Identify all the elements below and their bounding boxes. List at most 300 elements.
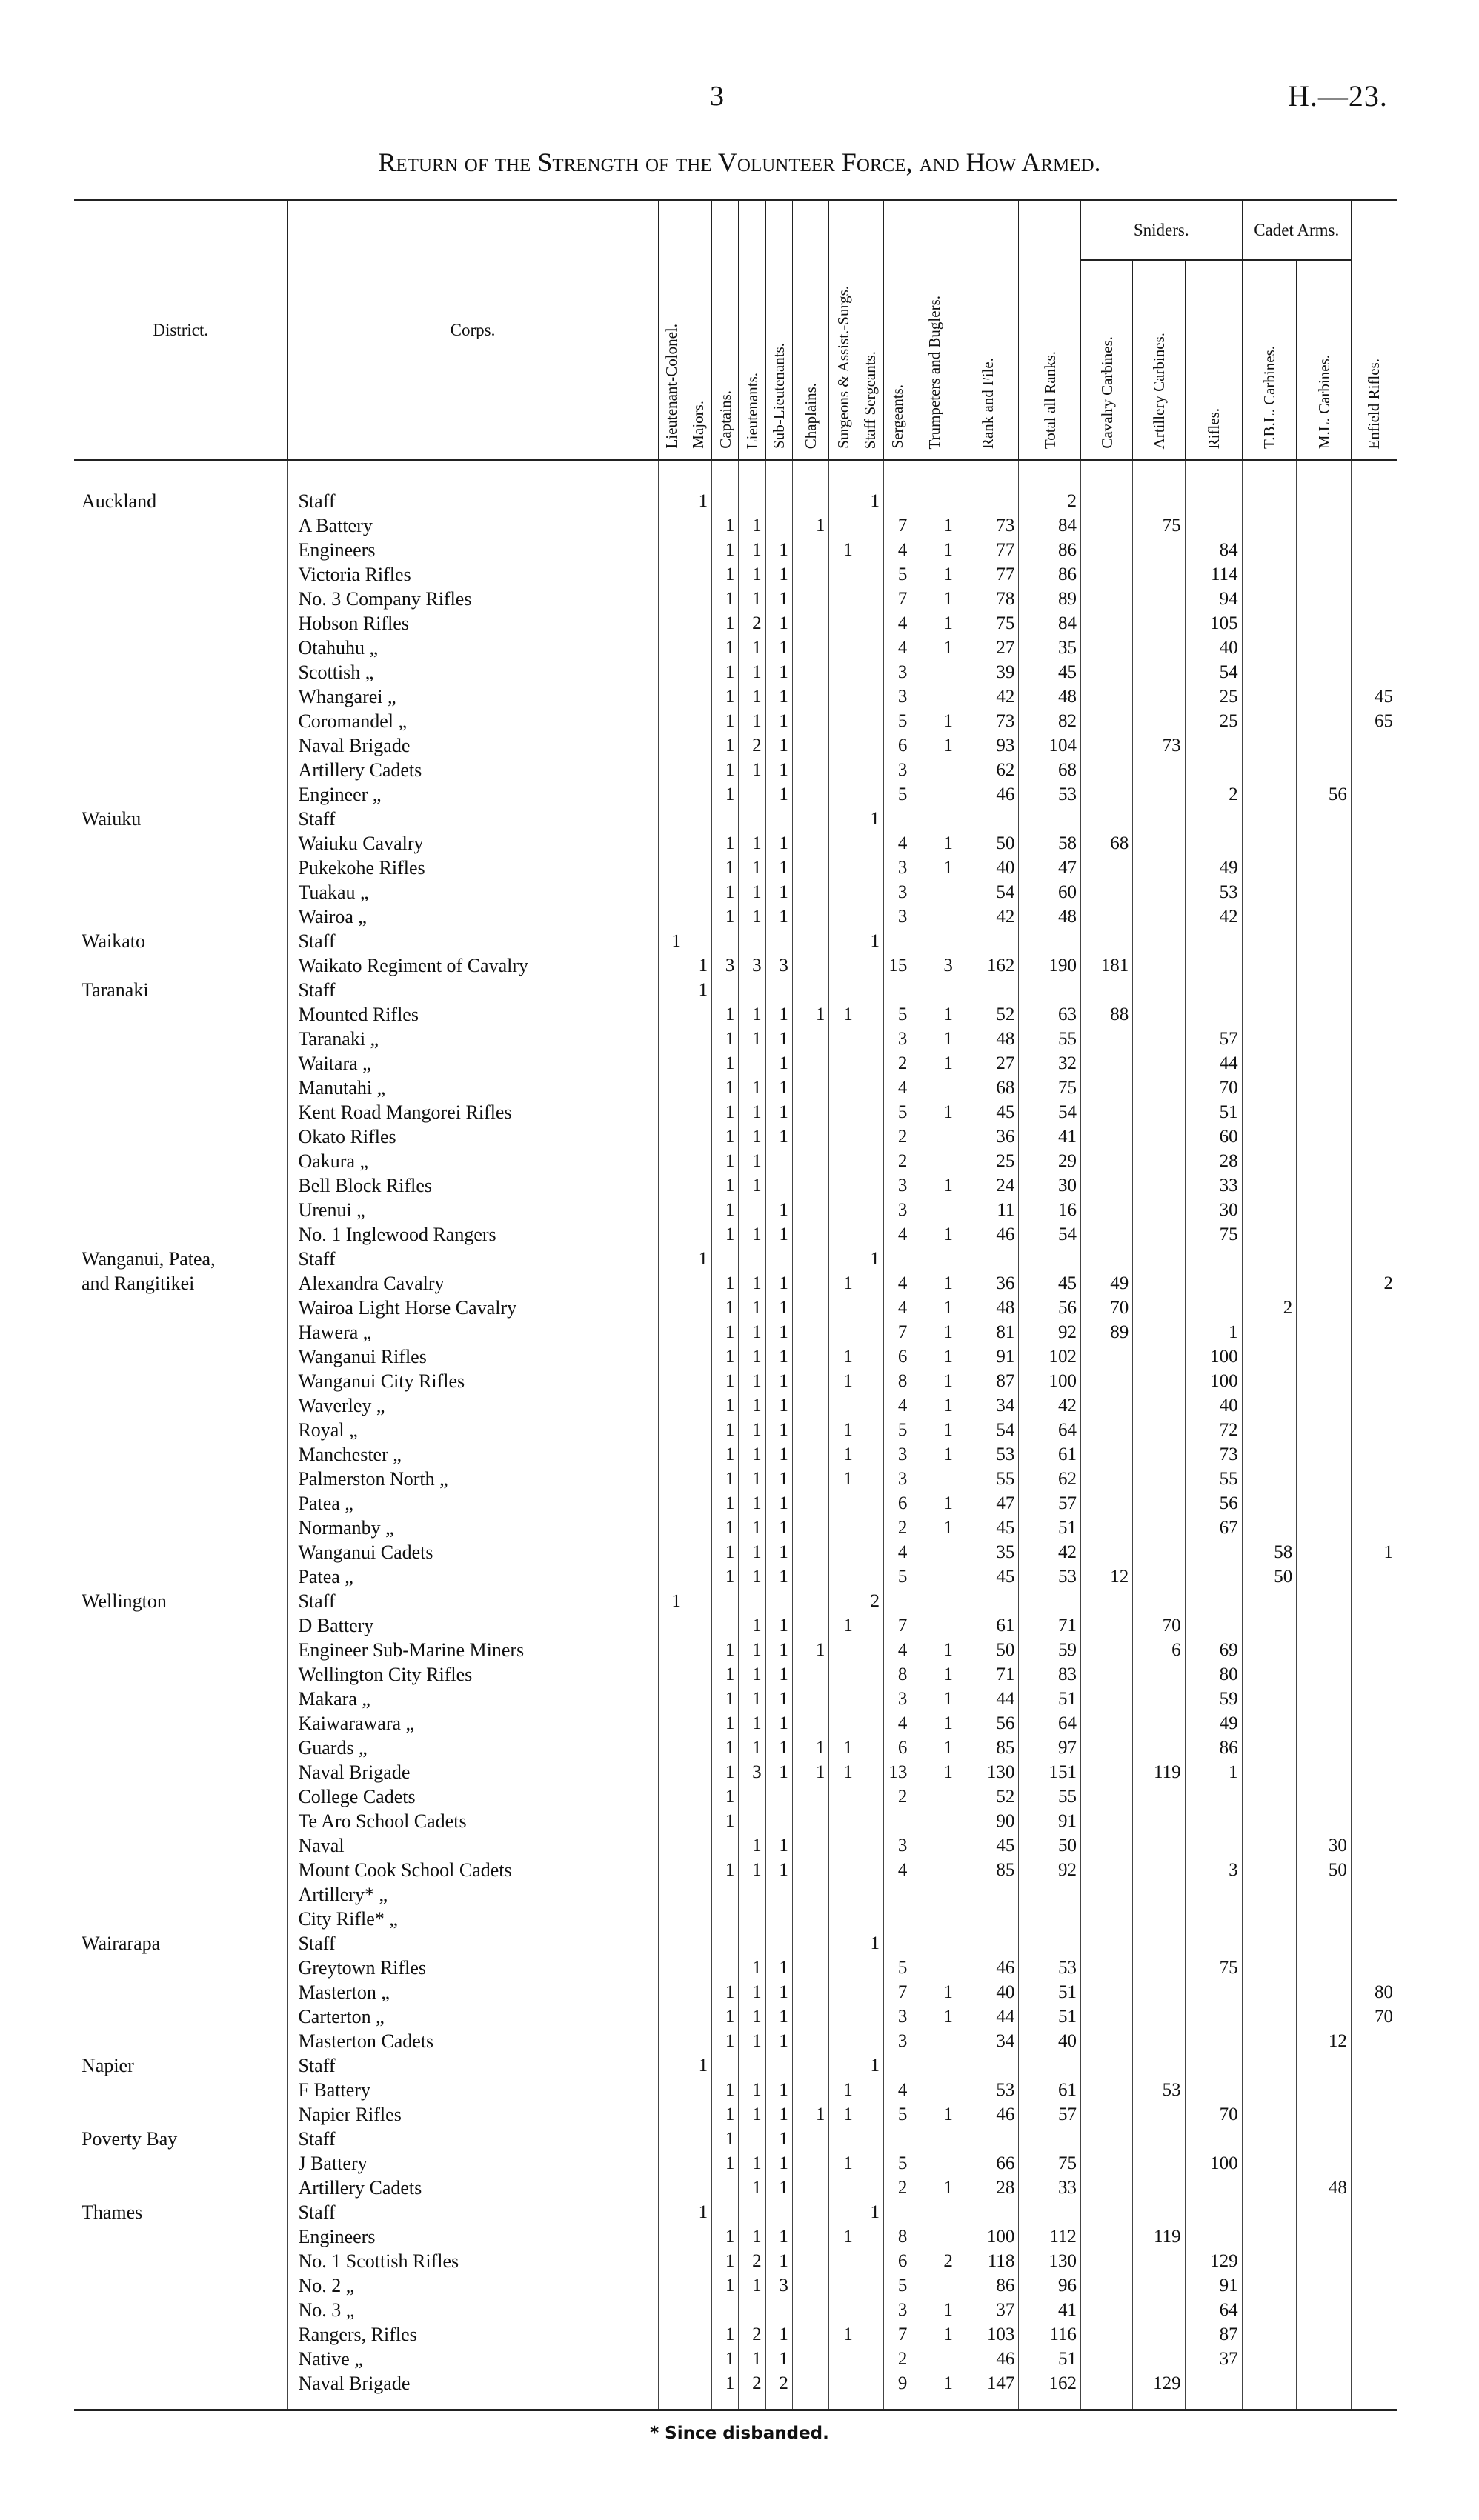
table-row <box>74 831 1397 856</box>
value-cell <box>765 1882 792 1907</box>
value-cell <box>1185 1002 1242 1027</box>
value-cell: 1 <box>739 2347 765 2371</box>
value-cell <box>829 660 857 684</box>
value-cell: 1 <box>712 1002 739 1027</box>
district-cell <box>74 2004 288 2029</box>
value-cell <box>685 611 711 636</box>
value-cell: 1 <box>765 1222 792 1247</box>
district-cell <box>74 1100 288 1124</box>
value-cell <box>857 1833 883 1858</box>
value-cell <box>685 1760 711 1784</box>
value-cell: 1 <box>739 562 765 587</box>
value-cell <box>685 758 711 782</box>
value-cell <box>1297 1247 1352 1271</box>
value-cell <box>658 1540 685 1564</box>
value-cell: 147 <box>957 2371 1019 2410</box>
value-cell <box>1297 1491 1352 1516</box>
value-cell: 75 <box>957 611 1019 636</box>
district-cell <box>74 636 288 660</box>
corps-cell: City Rifle* „ <box>288 1907 658 1931</box>
value-cell: 1 <box>911 1369 957 1393</box>
value-cell: 75 <box>1019 2151 1081 2176</box>
value-cell: 2 <box>883 1149 911 1173</box>
value-cell <box>1133 1418 1185 1442</box>
value-cell <box>712 1907 739 1931</box>
district-cell <box>74 1833 288 1858</box>
value-cell: 57 <box>1019 2102 1081 2127</box>
value-cell: 80 <box>1351 1980 1397 2004</box>
value-cell: 1 <box>911 611 957 636</box>
value-cell <box>1080 1467 1132 1491</box>
value-cell: 46 <box>957 2102 1019 2127</box>
value-cell <box>739 807 765 831</box>
value-cell: 1 <box>739 1467 765 1491</box>
value-cell <box>1242 2176 1297 2200</box>
value-cell: 2 <box>883 1124 911 1149</box>
value-cell: 1 <box>712 2224 739 2249</box>
value-cell: 28 <box>957 2176 1019 2200</box>
value-cell <box>1242 1516 1297 1540</box>
value-cell <box>1185 758 1242 782</box>
value-cell: 1 <box>857 2200 883 2224</box>
value-cell: 62 <box>1019 1467 1081 1491</box>
table-row <box>74 1271 1397 1296</box>
header-chaplains <box>792 200 828 461</box>
value-cell <box>792 1687 828 1711</box>
value-cell: 1 <box>685 978 711 1002</box>
value-cell <box>1080 1589 1132 1613</box>
value-cell <box>829 1956 857 1980</box>
table-row <box>74 2151 1397 2176</box>
value-cell <box>911 1564 957 1589</box>
corps-cell: Carterton „ <box>288 2004 658 2029</box>
value-cell: 1 <box>712 636 739 660</box>
value-cell <box>883 1809 911 1833</box>
value-cell <box>1242 684 1297 709</box>
corps-cell: Engineers <box>288 538 658 562</box>
value-cell <box>658 1931 685 1956</box>
value-cell: 1 <box>765 733 792 758</box>
value-cell <box>1242 611 1297 636</box>
value-cell <box>658 1198 685 1222</box>
value-cell <box>883 978 911 1002</box>
value-cell: 1 <box>911 2176 957 2200</box>
value-cell: 1 <box>765 1833 792 1858</box>
value-cell <box>739 2298 765 2322</box>
value-cell <box>857 1907 883 1931</box>
value-cell <box>829 513 857 538</box>
value-cell <box>829 1638 857 1662</box>
value-cell: 91 <box>1019 1809 1081 1833</box>
value-cell <box>685 1271 711 1296</box>
value-cell <box>1080 1247 1132 1271</box>
value-cell: 2 <box>1019 460 1081 513</box>
value-cell <box>685 2371 711 2410</box>
value-cell <box>857 1320 883 1344</box>
table-row <box>74 1662 1397 1687</box>
value-cell: 1 <box>712 1076 739 1100</box>
value-cell <box>1297 1467 1352 1491</box>
value-cell <box>1080 1809 1132 1833</box>
value-cell: 73 <box>1133 733 1185 758</box>
value-cell: 27 <box>957 636 1019 660</box>
value-cell: 1 <box>911 1320 957 1344</box>
value-cell: 1 <box>739 1320 765 1344</box>
value-cell <box>1297 1320 1352 1344</box>
value-cell <box>1080 1687 1132 1711</box>
value-cell <box>792 1858 828 1882</box>
value-cell: 1 <box>739 1711 765 1736</box>
value-cell <box>1080 1736 1132 1760</box>
value-cell <box>911 1589 957 1613</box>
value-cell <box>1185 1980 1242 2004</box>
value-cell <box>685 1516 711 1540</box>
value-cell: 1 <box>712 611 739 636</box>
value-cell <box>911 1858 957 1882</box>
value-cell <box>1297 807 1352 831</box>
value-cell: 1 <box>712 1344 739 1369</box>
district-cell: Auckland <box>74 460 288 513</box>
value-cell <box>1297 1442 1352 1467</box>
value-cell <box>792 2322 828 2347</box>
value-cell <box>658 1516 685 1540</box>
value-cell: 32 <box>1019 1051 1081 1076</box>
value-cell <box>857 1980 883 2004</box>
value-cell: 53 <box>1185 880 1242 904</box>
value-cell <box>857 1418 883 1442</box>
value-cell <box>857 1344 883 1369</box>
value-cell <box>792 684 828 709</box>
value-cell <box>1351 1882 1397 1907</box>
table-row <box>74 2127 1397 2151</box>
value-cell <box>829 1198 857 1222</box>
value-cell <box>792 660 828 684</box>
value-cell <box>857 636 883 660</box>
value-cell <box>1242 1076 1297 1100</box>
value-cell: 70 <box>1133 1613 1185 1638</box>
value-cell: 30 <box>1185 1198 1242 1222</box>
value-cell <box>1297 1222 1352 1247</box>
value-cell: 1 <box>739 513 765 538</box>
value-cell: 1 <box>911 1027 957 1051</box>
value-cell <box>1080 856 1132 880</box>
value-cell: 45 <box>957 1833 1019 1858</box>
value-cell <box>1297 538 1352 562</box>
value-cell: 1 <box>739 636 765 660</box>
value-cell: 3 <box>911 953 957 978</box>
value-cell <box>911 880 957 904</box>
value-cell: 3 <box>739 1760 765 1784</box>
value-cell <box>911 1247 957 1271</box>
value-cell: 56 <box>1019 1296 1081 1320</box>
header-label: Rifles. <box>1204 407 1223 449</box>
value-cell <box>1242 953 1297 978</box>
value-cell <box>1242 2322 1297 2347</box>
district-cell <box>74 1613 288 1638</box>
value-cell <box>829 831 857 856</box>
value-cell: 56 <box>1297 782 1352 807</box>
value-cell <box>1242 636 1297 660</box>
value-cell <box>658 1882 685 1907</box>
value-cell <box>857 513 883 538</box>
value-cell: 48 <box>1019 904 1081 929</box>
value-cell <box>1080 2053 1132 2078</box>
table-row <box>74 807 1397 831</box>
district-cell <box>74 2371 288 2410</box>
value-cell: 42 <box>957 684 1019 709</box>
value-cell <box>658 2200 685 2224</box>
value-cell: 51 <box>1019 2347 1081 2371</box>
value-cell <box>1133 2347 1185 2371</box>
value-cell: 65 <box>1351 709 1397 733</box>
value-cell <box>1080 587 1132 611</box>
value-cell: 3 <box>883 2004 911 2029</box>
value-cell: 129 <box>1185 2249 1242 2273</box>
value-cell <box>957 929 1019 953</box>
value-cell <box>1133 1931 1185 1956</box>
district-cell <box>74 1711 288 1736</box>
value-cell: 1 <box>739 2004 765 2029</box>
value-cell <box>685 1320 711 1344</box>
value-cell: 1 <box>765 2347 792 2371</box>
value-cell <box>1297 1418 1352 1442</box>
value-cell <box>1242 2298 1297 2322</box>
value-cell: 44 <box>957 2004 1019 2029</box>
value-cell <box>685 856 711 880</box>
value-cell <box>1185 1833 1242 1858</box>
value-cell: 45 <box>957 1100 1019 1124</box>
value-cell: 1 <box>765 2224 792 2249</box>
value-cell <box>957 2127 1019 2151</box>
value-cell <box>857 1027 883 1051</box>
value-cell <box>1080 2200 1132 2224</box>
value-cell: 1 <box>712 1051 739 1076</box>
value-cell <box>1351 1320 1397 1344</box>
value-cell <box>658 733 685 758</box>
district-cell <box>74 1516 288 1540</box>
value-cell <box>1080 636 1132 660</box>
value-cell: 4 <box>883 1540 911 1564</box>
value-cell <box>1351 880 1397 904</box>
district-cell <box>74 1784 288 1809</box>
value-cell: 52 <box>957 1002 1019 1027</box>
value-cell <box>739 1809 765 1833</box>
value-cell <box>1133 2004 1185 2029</box>
value-cell <box>658 1344 685 1369</box>
value-cell <box>792 1711 828 1736</box>
value-cell <box>1242 2273 1297 2298</box>
value-cell: 7 <box>883 1980 911 2004</box>
value-cell <box>911 660 957 684</box>
value-cell <box>1080 782 1132 807</box>
value-cell: 50 <box>957 1638 1019 1662</box>
value-cell: 1 <box>712 2322 739 2347</box>
value-cell <box>1351 2249 1397 2273</box>
header-label: Lieutenants. <box>742 372 761 449</box>
value-cell: 1 <box>829 2102 857 2127</box>
value-cell <box>1185 1589 1242 1613</box>
district-cell <box>74 1296 288 1320</box>
value-cell <box>792 1100 828 1124</box>
value-cell <box>792 1076 828 1100</box>
corps-cell: College Cadets <box>288 1784 658 1809</box>
value-cell <box>883 2200 911 2224</box>
value-cell <box>1242 2078 1297 2102</box>
value-cell <box>792 856 828 880</box>
value-cell <box>1351 2273 1397 2298</box>
value-cell <box>857 953 883 978</box>
value-cell <box>1297 2249 1352 2273</box>
value-cell <box>765 460 792 513</box>
value-cell <box>1351 1516 1397 1540</box>
value-cell: 30 <box>1019 1173 1081 1198</box>
value-cell: 70 <box>1185 1076 1242 1100</box>
district-cell <box>74 1393 288 1418</box>
value-cell: 36 <box>957 1271 1019 1296</box>
value-cell: 53 <box>957 2078 1019 2102</box>
value-cell: 1 <box>712 660 739 684</box>
header-label: Chaplains. <box>802 382 820 449</box>
value-cell: 40 <box>1185 1393 1242 1418</box>
value-cell: 55 <box>1185 1467 1242 1491</box>
value-cell: 53 <box>1019 1956 1081 1980</box>
value-cell <box>1297 1907 1352 1931</box>
value-cell <box>1242 587 1297 611</box>
value-cell <box>1297 1271 1352 1296</box>
header-cadet-arms-group: Cadet Arms. <box>1242 200 1351 260</box>
value-cell <box>1080 2298 1132 2322</box>
value-cell: 4 <box>883 1271 911 1296</box>
value-cell: 1 <box>712 2004 739 2029</box>
value-cell: 51 <box>1019 1980 1081 2004</box>
value-cell <box>1133 758 1185 782</box>
value-cell <box>1242 856 1297 880</box>
table-row <box>74 904 1397 929</box>
value-cell <box>1185 1907 1242 1931</box>
value-cell: 1 <box>712 709 739 733</box>
value-cell <box>911 1931 957 1956</box>
value-cell <box>1297 1124 1352 1149</box>
value-cell: 1 <box>911 587 957 611</box>
value-cell <box>829 611 857 636</box>
value-cell <box>1080 513 1132 538</box>
page-reference: H.—23. <box>1288 79 1388 113</box>
value-cell: 84 <box>1019 513 1081 538</box>
value-cell: 1 <box>792 1736 828 1760</box>
value-cell <box>829 904 857 929</box>
value-cell: 3 <box>883 1467 911 1491</box>
corps-cell: D Battery <box>288 1613 658 1638</box>
value-cell: 90 <box>957 1809 1019 1833</box>
value-cell <box>1242 1736 1297 1760</box>
header-district: District. <box>74 200 288 461</box>
value-cell <box>712 1882 739 1907</box>
value-cell: 112 <box>1019 2224 1081 2249</box>
district-cell <box>74 953 288 978</box>
value-cell <box>1242 1589 1297 1613</box>
value-cell <box>1242 2029 1297 2053</box>
value-cell: 1 <box>712 1760 739 1784</box>
value-cell <box>911 2347 957 2371</box>
value-cell: 1 <box>712 831 739 856</box>
value-cell <box>857 1076 883 1100</box>
value-cell <box>792 1907 828 1931</box>
value-cell: 103 <box>957 2322 1019 2347</box>
value-cell <box>712 2053 739 2078</box>
value-cell <box>1133 2151 1185 2176</box>
value-cell <box>685 538 711 562</box>
value-cell <box>829 1564 857 1589</box>
value-cell <box>1351 929 1397 953</box>
district-cell <box>74 1124 288 1149</box>
table-row <box>74 758 1397 782</box>
table-row <box>74 1784 1397 1809</box>
value-cell: 2 <box>883 1784 911 1809</box>
district-cell <box>74 1882 288 1907</box>
value-cell <box>658 636 685 660</box>
value-cell <box>1133 1320 1185 1344</box>
value-cell <box>857 562 883 587</box>
value-cell <box>1351 1027 1397 1051</box>
value-cell <box>1019 2200 1081 2224</box>
value-cell: 119 <box>1133 2224 1185 2249</box>
value-cell <box>1297 1540 1352 1564</box>
value-cell <box>792 1980 828 2004</box>
corps-cell: Manutahi „ <box>288 1076 658 1100</box>
value-cell <box>1351 1124 1397 1149</box>
district-cell <box>74 1418 288 1442</box>
value-cell <box>911 1907 957 1931</box>
value-cell: 2 <box>739 2249 765 2273</box>
value-cell <box>911 2273 957 2298</box>
value-cell <box>829 1100 857 1124</box>
value-cell: 1 <box>712 1442 739 1467</box>
value-cell <box>658 709 685 733</box>
value-cell: 1 <box>829 1442 857 1467</box>
value-cell <box>792 2127 828 2151</box>
value-cell <box>685 1442 711 1467</box>
value-cell <box>1080 2029 1132 2053</box>
value-cell: 1 <box>765 2249 792 2273</box>
value-cell: 8 <box>883 1369 911 1393</box>
value-cell <box>1080 929 1132 953</box>
header-tbl-carbines <box>1242 260 1297 461</box>
table-row <box>74 2102 1397 2127</box>
district-cell <box>74 1858 288 1882</box>
value-cell: 1 <box>712 1320 739 1344</box>
value-cell: 3 <box>883 1442 911 1467</box>
value-cell: 1 <box>1351 1540 1397 1564</box>
value-cell <box>1242 1418 1297 1442</box>
value-cell <box>1351 1613 1397 1638</box>
corps-cell: No. 3 Company Rifles <box>288 587 658 611</box>
value-cell: 44 <box>1185 1051 1242 1076</box>
value-cell: 1 <box>765 1858 792 1882</box>
corps-cell: Okato Rifles <box>288 1124 658 1149</box>
value-cell: 64 <box>1019 1418 1081 1442</box>
value-cell <box>658 1491 685 1516</box>
value-cell <box>1297 2102 1352 2127</box>
value-cell <box>712 1833 739 1858</box>
value-cell: 1 <box>765 831 792 856</box>
district-cell <box>74 1320 288 1344</box>
table-row <box>74 1589 1397 1613</box>
value-cell: 36 <box>957 1124 1019 1149</box>
value-cell: 1 <box>712 1687 739 1711</box>
value-cell: 2 <box>1185 782 1242 807</box>
value-cell <box>1133 1393 1185 1418</box>
value-cell: 45 <box>1019 660 1081 684</box>
